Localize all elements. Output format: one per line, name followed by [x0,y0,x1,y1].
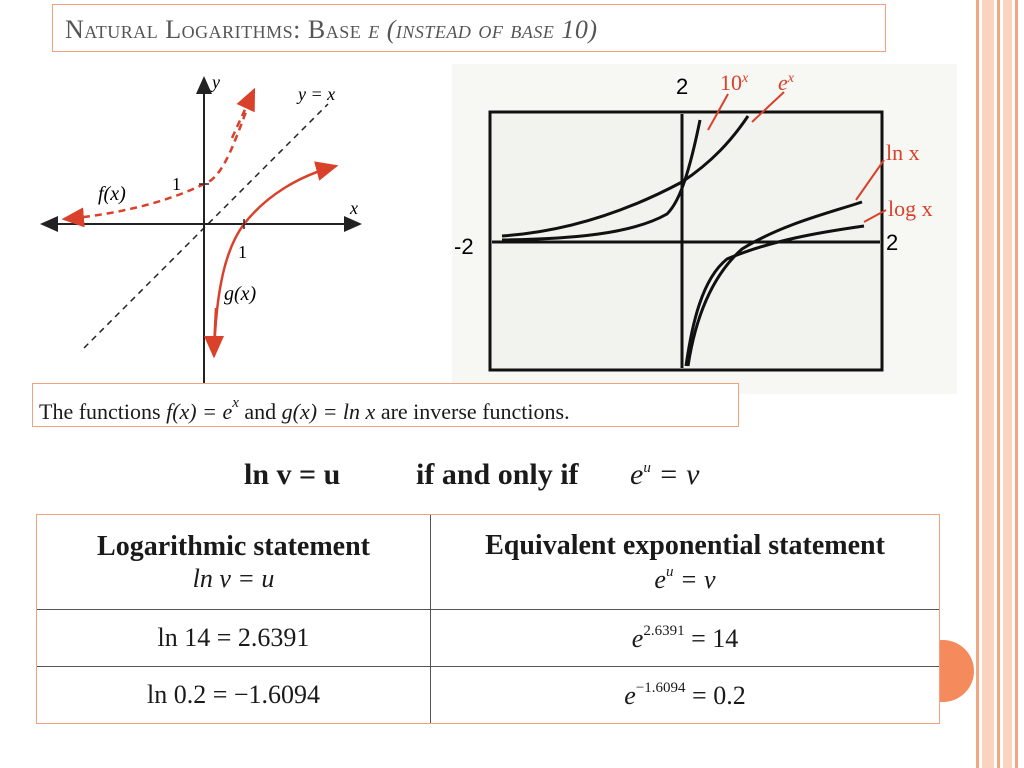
g-curve [214,166,336,356]
inverse-function-graph [36,68,376,388]
conversion-table [36,514,940,724]
title-italic: e (instead of base 10) [368,15,598,44]
y-tick-label: 1 [172,174,181,194]
decor-stripe [1015,0,1018,768]
title-main: Natural Logarithms: Base [65,15,369,44]
iff-right: $e^u = v$ [630,458,700,491]
iff-middle: if and only if [416,458,579,491]
decor-stripe [976,0,979,768]
log-cell: ln 0.2 = −1.6094 [37,667,431,724]
label-lnx: ln x [886,140,920,165]
decor-stripe [1003,0,1012,768]
table-row [37,610,940,667]
f-curve [64,90,254,219]
iff-statement [244,458,700,492]
x-axis-label: x [350,198,358,218]
exp-cell: $e^{2.6391} = 14$ [431,610,940,667]
identity-line [84,104,328,348]
graph-caption: The functions $f(x) = e^x$ and g(x) = ln x are inverse functions. [32,383,739,427]
g-label: g(x) [224,283,257,305]
iff-left: ln v = u [244,458,341,491]
col-header-exp: Equivalent exponential statement $e^u = v$ [431,515,940,610]
decor-stripe [997,0,1000,768]
label-10x: 10$^x$ [720,70,749,95]
label-ex: $e^x$ [778,70,794,95]
ymax-label: 2 [676,74,689,99]
x-tick-label: 1 [238,242,247,262]
col-header-log: Logarithmic statement ln v = u [37,515,431,610]
xmax-label: 2 [886,230,899,255]
f-label: f(x) [98,183,126,205]
identity-label: y = x [298,84,336,104]
slide-title [52,4,886,52]
calculator-graph [452,64,957,394]
y-axis-label: y [212,72,220,92]
table-row [37,667,940,724]
xmin-label: -2 [454,234,474,259]
label-logx: log x [888,196,933,221]
exp-cell: $e^{-1.6094} = 0.2$ [431,667,940,724]
log-cell: ln 14 = 2.6391 [37,610,431,667]
decor-stripe [982,0,994,768]
